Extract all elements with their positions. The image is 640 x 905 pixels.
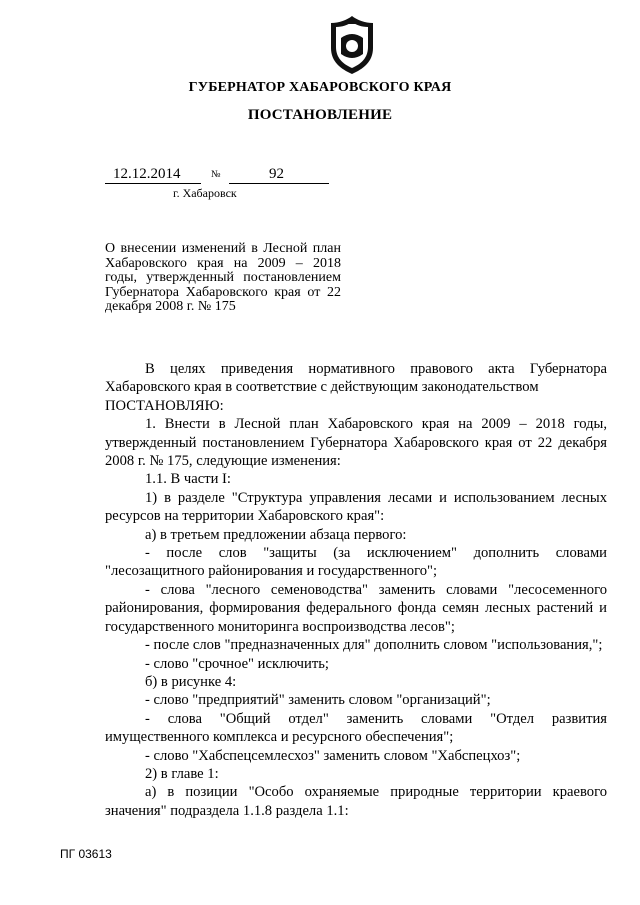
- paragraph: а) в третьем предложении абзаца первого:: [145, 526, 407, 543]
- paragraph: - после слов "предназначенных для" дополнить словом "использования,";: [145, 637, 603, 654]
- paragraph: а) в позиции "Особо охраняемые природные территории краевого значения" подраздела 1.1.8 раздела 1.1:: [105, 784, 607, 819]
- number-underline: [229, 183, 329, 184]
- city: г. Хабаровск: [173, 186, 237, 200]
- paragraph: - слова "лесного семеноводства" заменить словами "лесосеменного районирования, формирования федерального фонда семян лесных растений и государственного мониторинга воспроизводства лесов";: [105, 581, 607, 635]
- number-sign: №: [211, 169, 221, 180]
- paragraph: 2) в главе 1:: [145, 765, 219, 782]
- paragraph: 1.1. В части I:: [145, 471, 231, 488]
- authority-heading: ГУБЕРНАТОР ХАБАРОВСКОГО КРАЯ: [188, 80, 452, 95]
- decree-word: ПОСТАНОВЛЯЮ:: [105, 397, 224, 414]
- document-date: 12.12.2014: [113, 166, 181, 182]
- paragraph: - после слов "защиты (за исключением" дополнить словами "лесозащитного районирования и государственного";: [105, 545, 607, 580]
- coat-of-arms-icon: [325, 14, 379, 76]
- paragraph: б) в рисунке 4:: [145, 673, 237, 690]
- document-number: 92: [269, 166, 284, 182]
- paragraph: 1) в разделе "Структура управления лесами и использованием лесных ресурсов на территории Хабаровского края":: [105, 489, 607, 525]
- document-type-heading: ПОСТАНОВЛЕНИЕ: [247, 107, 393, 123]
- paragraph: - слово "предприятий" заменить словом "организаций";: [145, 692, 491, 709]
- footer-code: ПГ 03613: [60, 847, 112, 861]
- document-subject: О внесении изменений в Лесной план Хабаровского края на 2009 – 2018 годы, утвержденный постановлением Губернатора Хабаровского края от 22 декабря 2008 г. № 175: [105, 241, 341, 314]
- preamble: В целях приведения нормативного правового акта Губернатора Хабаровского края в соответствие с действующим законодательством: [105, 361, 607, 396]
- date-number-line: [105, 166, 329, 186]
- paragraph: - слово "срочное" исключить;: [145, 655, 329, 672]
- paragraph: 1. Внести в Лесной план Хабаровского края на 2009 – 2018 годы, утвержденный постановлением Губернатора Хабаровского края от 22 декабря 2008 г. № 175, следующие изменения:: [105, 416, 607, 470]
- paragraph: - слово "Хабспецсемлесхоз" заменить словом "Хабспецхоз";: [145, 747, 521, 764]
- paragraph: - слова "Общий отдел" заменить словами "Отдел развития имущественного комплекса и ресурсного обеспечения";: [105, 710, 607, 746]
- date-underline: [105, 183, 201, 184]
- document-body: [105, 360, 607, 820]
